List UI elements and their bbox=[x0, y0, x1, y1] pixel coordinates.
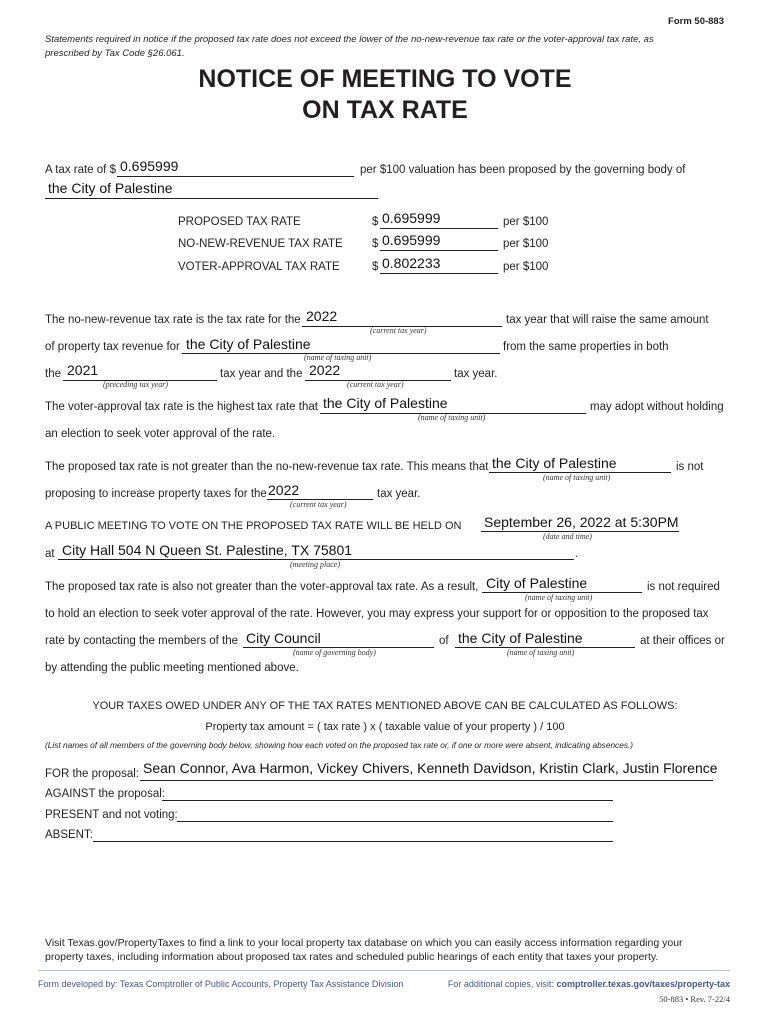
rate-per-proposed: per $100 bbox=[503, 216, 549, 228]
meeting-place-value[interactable]: City Hall 504 N Queen St. Palestine, TX 75801 bbox=[62, 542, 353, 558]
vote-absent-label: ABSENT: bbox=[45, 829, 93, 841]
governing-body-line bbox=[45, 198, 378, 199]
rate-dollar-proposed: $ bbox=[372, 216, 379, 228]
proposed-year-value[interactable]: 2022 bbox=[268, 482, 300, 498]
calc-heading: YOUR TAXES OWED UNDER ANY OF THE TAX RATES MENTIONED ABOVE CAN BE CALCULATED AS FOLLOWS: bbox=[92, 700, 678, 712]
governing-body-name-caption: (name of governing body) bbox=[293, 648, 376, 657]
proposed-unit-value[interactable]: the City of Palestine bbox=[492, 455, 617, 471]
var-text-2: may adopt without holding bbox=[590, 401, 724, 413]
vote-against-line[interactable] bbox=[162, 800, 613, 801]
nnr-text-6: tax year and the bbox=[220, 368, 303, 380]
footer-divider bbox=[38, 970, 730, 971]
rate-value-proposed[interactable]: 0.695999 bbox=[382, 210, 441, 226]
proposed-text-4: tax year. bbox=[377, 488, 421, 500]
nnr-unit-value[interactable]: the City of Palestine bbox=[186, 336, 311, 352]
calc-note: (List names of all members of the governing body below, showing how each voted on the proposed tax rate or, if one or more were absent, indicating absences.) bbox=[45, 740, 634, 750]
rate-dollar-nnr: $ bbox=[372, 238, 379, 250]
nnr-text-5: the bbox=[45, 368, 61, 380]
meeting-date-value[interactable]: September 26, 2022 at 5:30PM bbox=[484, 514, 679, 530]
nnr-text-1: The no-new-revenue tax rate is the tax rate for the bbox=[45, 314, 301, 326]
nnr-year-caption: (current tax year) bbox=[370, 326, 427, 335]
var-unit-caption: (name of taxing unit) bbox=[418, 413, 486, 422]
intro-rate-line bbox=[117, 176, 354, 177]
rate-line-proposed bbox=[380, 228, 498, 229]
nnr-text-3: of property tax revenue for bbox=[45, 341, 180, 353]
vote-for-label: FOR the proposal: bbox=[45, 768, 139, 780]
vote-against-label: AGAINST the proposal: bbox=[45, 788, 165, 800]
title-line-1: NOTICE OF MEETING TO VOTE bbox=[198, 65, 572, 93]
meeting-text: A PUBLIC MEETING TO VOTE ON THE PROPOSED TAX RATE WILL BE HELD ON bbox=[45, 520, 462, 532]
vote-for-line bbox=[140, 780, 713, 781]
notgreater-unit-caption: (name of taxing unit) bbox=[525, 593, 593, 602]
visit-line-1: Visit Texas.gov/PropertyTaxes to find a link to your local property tax database on which you can easily access information regarding your bbox=[45, 937, 683, 949]
footer-developer: Form developed by: Texas Comptroller of Public Accounts, Property Tax Assistance Division bbox=[38, 979, 404, 989]
meeting-date-caption: (date and time) bbox=[543, 532, 592, 541]
var-text-1: The voter-approval tax rate is the highest tax rate that bbox=[45, 401, 318, 413]
notgreater-text-1: The proposed tax rate is also not greater than the voter-approval tax rate. As a result, bbox=[45, 581, 479, 593]
rate-label-proposed: PROPOSED TAX RATE bbox=[178, 216, 301, 228]
calc-formula: Property tax amount = ( tax rate ) x ( taxable value of your property ) / 100 bbox=[205, 721, 565, 733]
rate-line-var bbox=[380, 273, 498, 274]
intro-prefix: A tax rate of $ bbox=[45, 164, 116, 176]
var-text-3: an election to seek voter approval of the rate. bbox=[45, 428, 276, 440]
var-unit-value[interactable]: the City of Palestine bbox=[323, 395, 448, 411]
rate-value-nnr[interactable]: 0.695999 bbox=[382, 232, 441, 248]
nnr-year-value[interactable]: 2022 bbox=[306, 308, 338, 324]
nnr-text-2: tax year that will raise the same amount bbox=[506, 314, 709, 326]
rate-per-nnr: per $100 bbox=[503, 238, 549, 250]
governing-body-name-value[interactable]: City Council bbox=[246, 630, 321, 646]
intro-suffix: per $100 valuation has been proposed by the governing body of bbox=[360, 164, 686, 176]
notgreater-text-2: is not required bbox=[647, 581, 720, 593]
intro-rate-value[interactable]: 0.695999 bbox=[120, 158, 179, 174]
proposed-text-2: is not bbox=[676, 461, 704, 473]
nnr-cur-year-value[interactable]: 2022 bbox=[309, 362, 341, 378]
nnr-unit-caption: (name of taxing unit) bbox=[304, 353, 372, 362]
title-line-2: ON TAX RATE bbox=[302, 96, 468, 124]
rate-line-nnr bbox=[380, 250, 498, 251]
nnr-prev-year-caption: (preceding tax year) bbox=[103, 380, 169, 389]
proposed-text-3: proposing to increase property taxes for the bbox=[45, 488, 267, 500]
statutory-statement: Statements required in notice if the proposed tax rate does not exceed the lower of the no-new-revenue tax rate or the voter-approval tax rate, as prescribed by Tax Code §26.061. bbox=[45, 34, 654, 59]
page-title bbox=[0, 64, 770, 126]
nnr-cur-year-caption: (current tax year) bbox=[347, 380, 404, 389]
notgreater-unit2-caption: (name of taxing unit) bbox=[507, 648, 575, 657]
rate-dollar-var: $ bbox=[372, 261, 379, 273]
notgreater-unit2-value[interactable]: the City of Palestine bbox=[458, 630, 583, 646]
vote-present-line[interactable] bbox=[177, 821, 613, 822]
form-number: Form 50-883 bbox=[668, 16, 724, 27]
rate-value-var[interactable]: 0.802233 bbox=[382, 255, 441, 271]
vote-absent-line[interactable] bbox=[93, 841, 613, 842]
proposed-unit-caption: (name of taxing unit) bbox=[543, 473, 611, 482]
meeting-place-caption: (meeting place) bbox=[290, 560, 340, 569]
notgreater-unit-value[interactable]: City of Palestine bbox=[486, 575, 588, 591]
rate-label-var: VOTER-APPROVAL TAX RATE bbox=[178, 261, 340, 273]
notgreater-of: of bbox=[439, 635, 449, 647]
footer-copies-prefix: For additional copies, visit: bbox=[447, 979, 554, 989]
nnr-prev-year-value[interactable]: 2021 bbox=[67, 362, 99, 378]
nnr-text-7: tax year. bbox=[454, 368, 498, 380]
proposed-year-caption: (current tax year) bbox=[290, 500, 347, 509]
notgreater-text-5: at their offices or bbox=[640, 635, 725, 647]
vote-for-names[interactable]: Sean Connor, Ava Harmon, Vickey Chivers, Kenneth Davidson, Kristin Clark, Justin Florence bbox=[143, 760, 718, 776]
rate-label-nnr: NO-NEW-REVENUE TAX RATE bbox=[178, 238, 343, 250]
meeting-place-period: . bbox=[575, 548, 579, 560]
footer-copies bbox=[448, 979, 730, 989]
notgreater-text-3: to hold an election to seek voter approval of the rate. However, you may express your support for or opposition to the proposed tax bbox=[45, 608, 709, 620]
meeting-at: at bbox=[45, 548, 55, 560]
governing-body-value[interactable]: the City of Palestine bbox=[48, 180, 173, 196]
visit-line-2: property taxes, including information about proposed tax rates and scheduled public hearings of each entity that taxes your property. bbox=[45, 951, 659, 963]
proposed-text-1: The proposed tax rate is not greater than the no-new-revenue tax rate. This means that bbox=[45, 461, 489, 473]
rate-per-var: per $100 bbox=[503, 261, 549, 273]
notgreater-text-4: rate by contacting the members of the bbox=[45, 635, 239, 647]
vote-present-label: PRESENT and not voting: bbox=[45, 809, 178, 821]
footer-link[interactable]: comptroller.texas.gov/taxes/property-tax bbox=[556, 979, 730, 989]
footer-revision: 50-883 • Rev. 7-22/4 bbox=[659, 994, 730, 1004]
notgreater-text-6: by attending the public meeting mentioned above. bbox=[45, 662, 299, 674]
nnr-text-4: from the same properties in both bbox=[503, 341, 669, 353]
